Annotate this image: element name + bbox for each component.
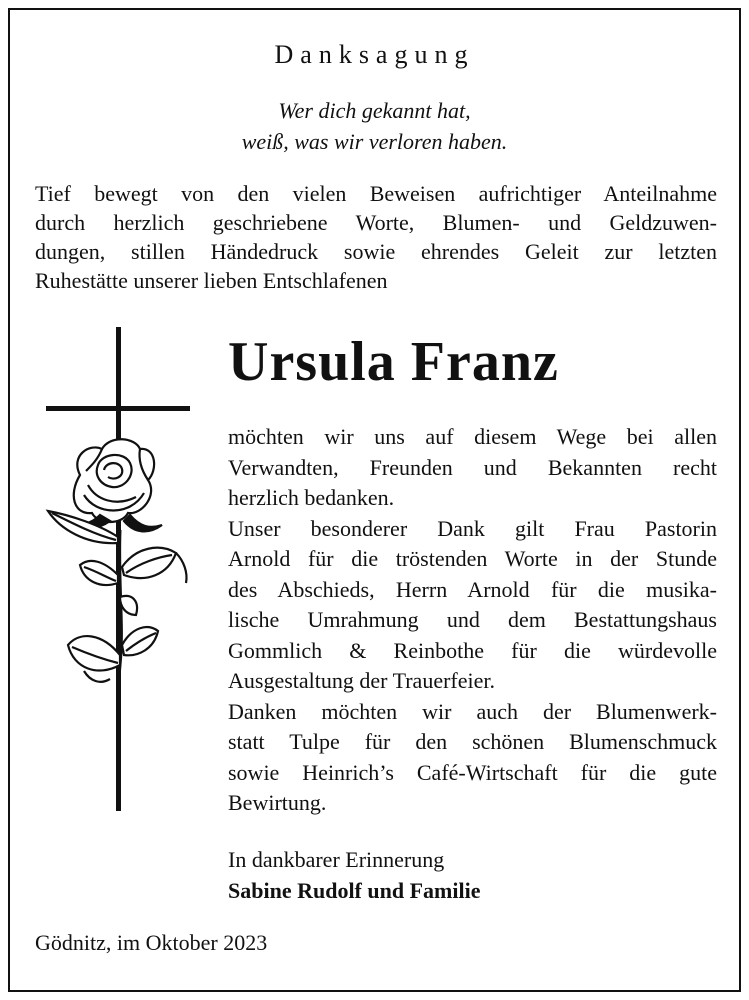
body-line: Unser besonderer Dank gilt Frau Pastorin [228, 515, 717, 541]
cross-icon [40, 325, 200, 815]
body-line: statt Tulpe für den schönen Blumenschmuck [228, 729, 717, 754]
intro-line: Tief bewegt von den vielen Beweisen aufrichtiger Anteilnahme [35, 181, 717, 206]
body-line: lische Umrahmung und dem Bestattungshaus [228, 607, 717, 632]
thanks-paragraph [228, 422, 717, 819]
memorial-quote [0, 95, 749, 157]
body-line: Arnold für die tröstenden Worte in der Stunde [228, 546, 717, 571]
signature: Sabine Rudolf und Familie [228, 878, 481, 903]
body-line: Bewirtung. [228, 790, 327, 815]
body-line: herzlich bedanken. [228, 485, 395, 510]
body-line: Ausgestaltung der Trauerfeier. [228, 668, 495, 693]
body-line: des Abschieds, Herrn Arnold für die musika- [228, 576, 717, 602]
intro-line: dungen, stillen Händedruck sowie ehrendes Geleit zur letzten [35, 239, 717, 264]
quote-line: Wer dich gekannt hat, [278, 98, 471, 123]
body-line: Verwandten, Freunden und Bekannten recht [228, 454, 717, 480]
place-date: Gödnitz, im Oktober 2023 [35, 930, 268, 955]
body-line: Gommlich & Reinbothe für die würdevolle [228, 637, 717, 663]
intro-paragraph [35, 179, 717, 295]
body-line: Danken möchten wir auch der Blumenwerk- [228, 698, 717, 724]
cross-with-rose [40, 325, 200, 820]
closing-line: In dankbarer Erinnerung [228, 847, 445, 872]
closing-block [228, 844, 480, 906]
quote-line: weiß, was wir verloren haben. [241, 129, 508, 154]
intro-line: Ruhestätte unserer lieben Entschlafenen [35, 268, 388, 293]
body-line: sowie Heinrich’s Café-Wirtschaft für die gute [228, 759, 717, 785]
intro-line: durch herzlich geschriebene Worte, Blumen- und Geldzuwen- [35, 210, 717, 235]
notice-title: Danksagung [274, 40, 475, 69]
body-line: möchten wir uns auf diesem Wege bei allen [228, 424, 717, 449]
deceased-name: Ursula Franz [228, 331, 559, 393]
